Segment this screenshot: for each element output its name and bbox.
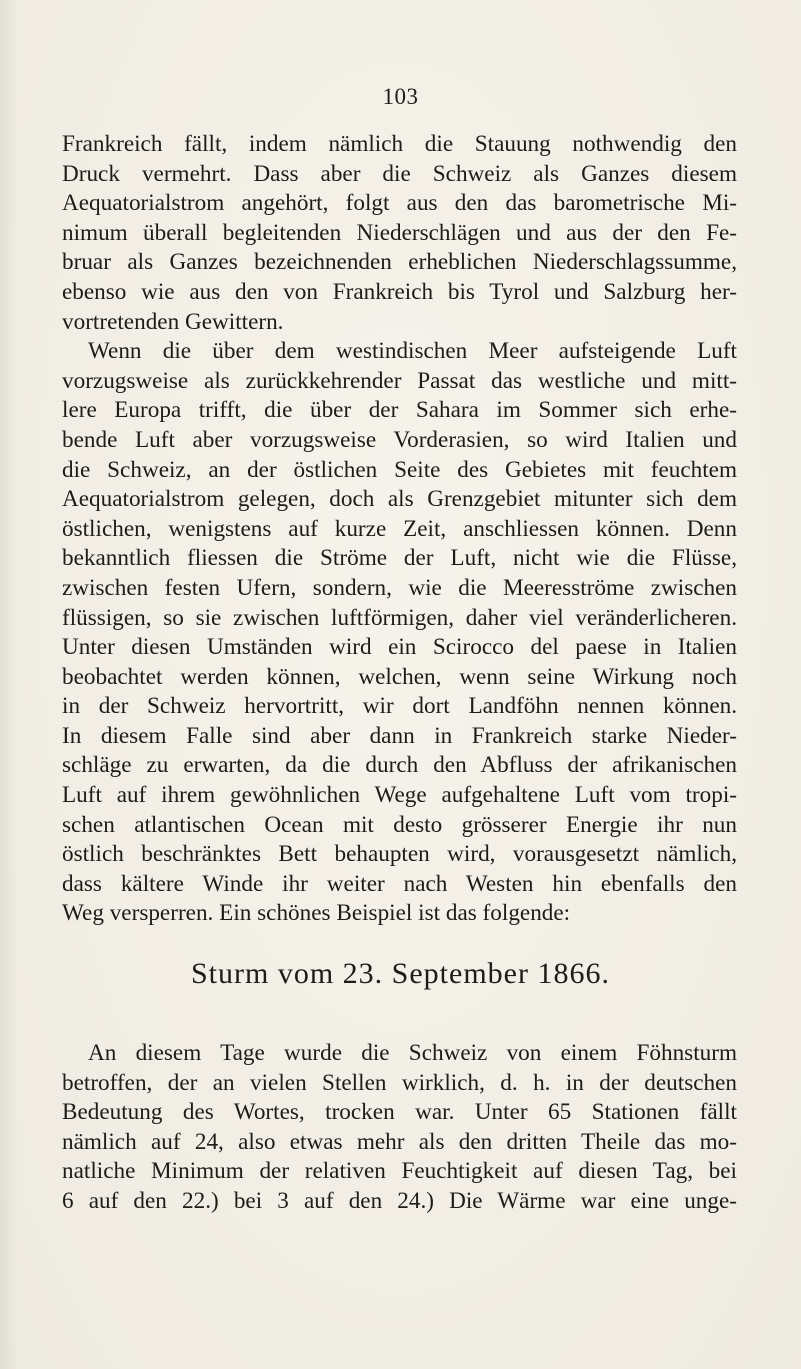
text-line: bende Luft aber vorzugsweise Vorderasien, so wird Italien und bbox=[62, 426, 737, 453]
text-line: 6 auf den 22.) bei 3 auf den 24.) Die Wärme war eine unge- bbox=[62, 1187, 737, 1214]
text-line: Bedeutung des Wortes, trocken war. Unter 65 Stationen fällt bbox=[62, 1099, 737, 1126]
text-line: Aequatorialstrom gelegen, doch als Grenzgebiet mitunter sich dem bbox=[62, 486, 737, 513]
text-line: Frankreich fällt, indem nämlich die Stauung nothwendig den bbox=[62, 131, 737, 157]
text-line: In diesem Falle sind aber dann in Frankreich starke Nieder- bbox=[62, 722, 737, 749]
text-line: ebenso wie aus den von Frankreich bis Tyrol und Salzburg her- bbox=[62, 278, 737, 305]
text-line: östlichen, wenigstens auf kurze Zeit, anschliessen können. Denn bbox=[62, 515, 737, 542]
text-line: bekanntlich fliessen die Ströme der Luft, nicht wie die Flüsse, bbox=[62, 545, 737, 572]
section-text-block bbox=[62, 1039, 737, 1217]
text-line: vorzugsweise als zurückkehrender Passat das westliche und mitt- bbox=[62, 367, 737, 394]
text-line: An diesem Tage wurde die Schweiz von einem Föhnsturm bbox=[88, 1040, 737, 1066]
text-line: schläge zu erwarten, da die durch den Abfluss der afrikanischen bbox=[62, 752, 737, 779]
text-line: lere Europa trifft, die über der Sahara im Sommer sich erhe- bbox=[62, 397, 737, 424]
section-heading: Sturm vom 23. September 1866. bbox=[191, 957, 610, 990]
text-line: bruar als Ganzes bezeichnenden erheblichen Niederschlagssumme, bbox=[62, 249, 737, 276]
text-line: nämlich auf 24, also etwas mehr als den dritten Theile das mo- bbox=[62, 1128, 737, 1155]
text-line: beobachtet werden können, welchen, wenn seine Wirkung noch bbox=[62, 663, 737, 690]
text-line: vortretenden Gewittern. bbox=[62, 308, 284, 335]
text-line: Weg versperren. Ein schönes Beispiel ist das folgende: bbox=[62, 900, 571, 927]
text-line: natliche Minimum der relativen Feuchtigkeit auf diesen Tag, bei bbox=[62, 1158, 737, 1185]
page-number: 103 bbox=[382, 84, 419, 109]
main-text-block bbox=[62, 130, 737, 929]
text-line: Wenn die über dem westindischen Meer aufsteigende Luft bbox=[88, 338, 737, 365]
text-line: Unter diesen Umständen wird ein Scirocco del paese in Italien bbox=[62, 634, 737, 661]
text-line: dass kältere Winde ihr weiter nach Westen hin ebenfalls den bbox=[62, 870, 737, 897]
text-line: nimum überall begleitenden Niederschlägen und aus der den Fe- bbox=[62, 219, 737, 246]
text-line: die Schweiz, an der östlichen Seite des Gebietes mit feuchtem bbox=[62, 456, 737, 483]
text-line: flüssigen, so sie zwischen luftförmigen, daher viel veränderlicheren. bbox=[62, 604, 737, 631]
paragraph-2 bbox=[62, 337, 737, 929]
text-line: östlich beschränktes Bett behaupten wird, vorausgesetzt nämlich, bbox=[62, 841, 737, 868]
text-line: Aequatorialstrom angehört, folgt aus den das barometrische Mi- bbox=[62, 190, 737, 217]
text-line: in der Schweiz hervortritt, wir dort Landföhn nennen können. bbox=[62, 693, 737, 720]
paragraph-1 bbox=[62, 130, 737, 337]
text-line: schen atlantischen Ocean mit desto grösserer Energie ihr nun bbox=[62, 811, 737, 838]
paragraph-3 bbox=[62, 1039, 737, 1217]
text-line: Druck vermehrt. Dass aber die Schweiz als Ganzes diesem bbox=[62, 160, 737, 187]
text-line: Luft auf ihrem gewöhnlichen Wege aufgehaltene Luft vom tropi- bbox=[62, 782, 737, 809]
text-line: betroffen, der an vielen Stellen wirklich, d. h. in der deutschen bbox=[62, 1069, 737, 1096]
text-line: zwischen festen Ufern, sondern, wie die Meeresströme zwischen bbox=[62, 574, 737, 601]
